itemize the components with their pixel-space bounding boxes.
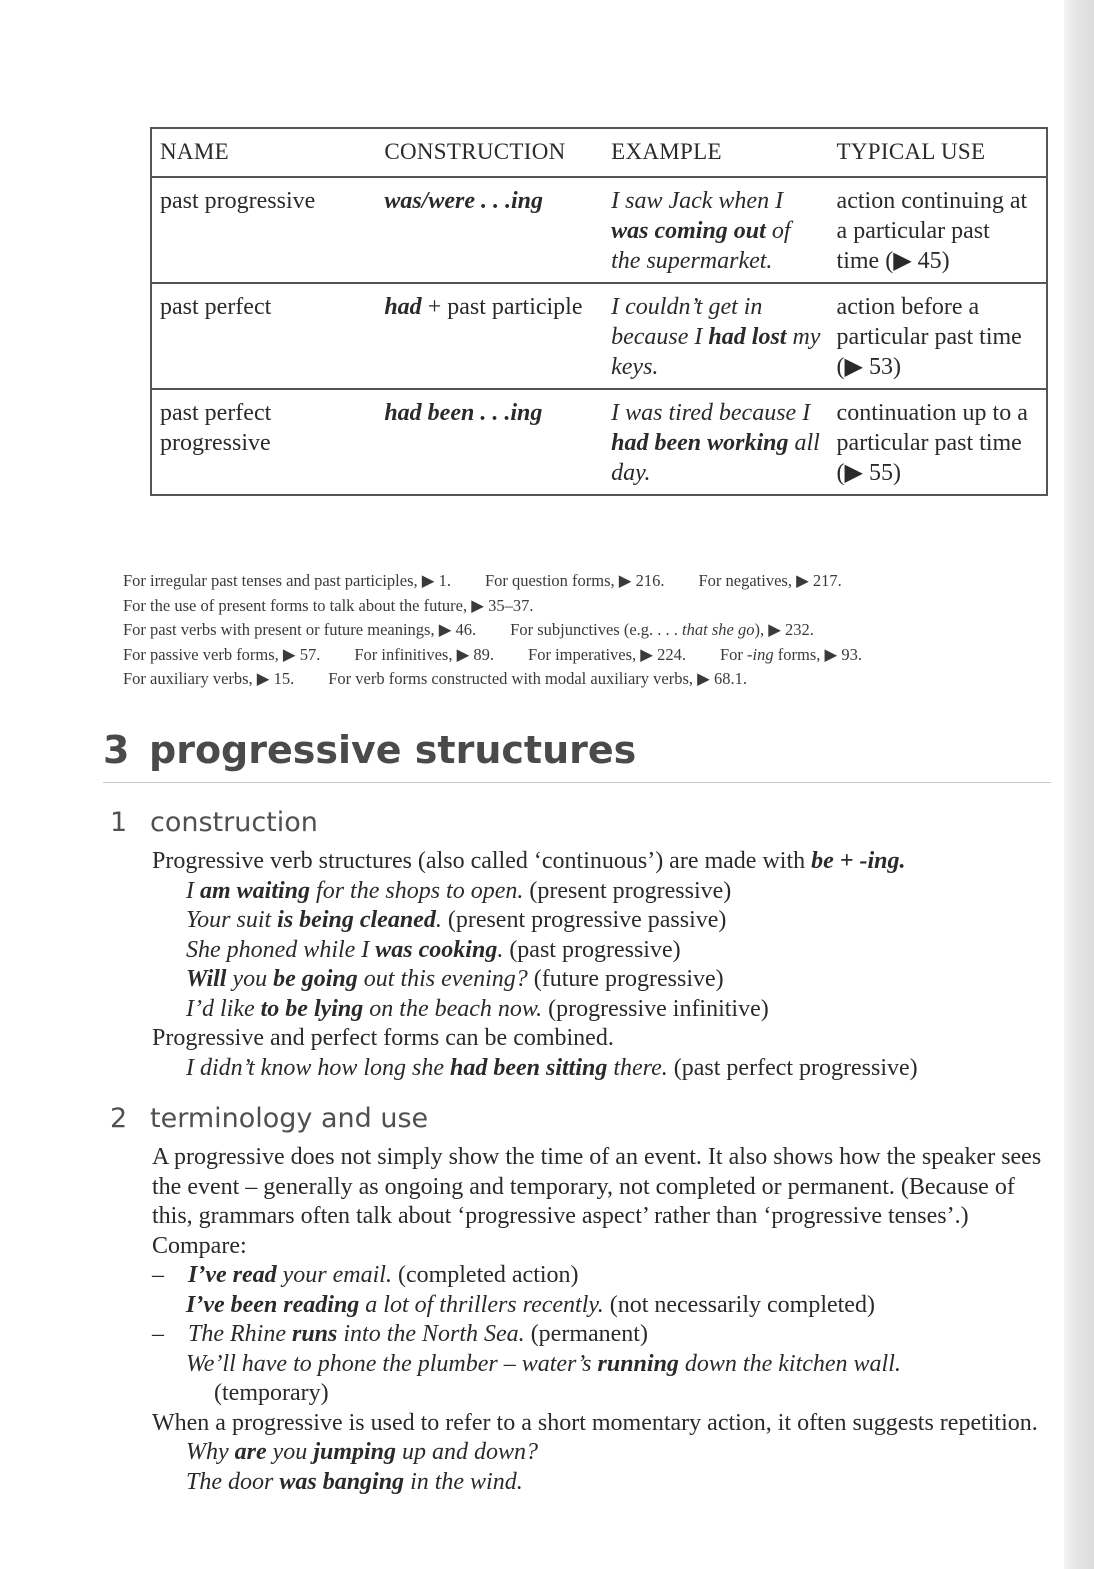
xref-line: [123, 569, 1043, 594]
header-name: NAME: [151, 128, 376, 177]
header-typical-use: TYPICAL USE: [829, 128, 1047, 177]
xref-irregular: For irregular past tenses and past participles, ▶ 1.: [123, 571, 451, 590]
cell-construction: [376, 177, 603, 283]
page-gutter-shadow: [1064, 0, 1094, 1569]
cell-construction: [376, 283, 603, 389]
example-line: She phoned while I was cooking. (past progressive): [186, 936, 681, 963]
xref-negatives: For negatives, ▶ 217.: [698, 571, 842, 590]
construction-text: had been . . .ing: [384, 400, 543, 426]
construction-text: was/were . . .ing: [384, 188, 544, 214]
cell-typical-use: action continuing at a particular past time (▶ 45): [829, 177, 1047, 283]
xref-imperatives: For imperatives, ▶ 224.: [528, 644, 686, 664]
xref-present-future: For the use of present forms to talk about the future, ▶ 35–37.: [123, 595, 534, 615]
example-bold: had lost: [708, 324, 787, 350]
example-text: my keys.: [611, 324, 821, 380]
cell-example: [603, 389, 828, 495]
example-text: I couldn’t get in because I: [611, 294, 763, 350]
header-example: EXAMPLE: [603, 128, 828, 177]
combine-paragraph: Progressive and perfect forms can be combined.: [152, 1025, 614, 1051]
example-line: The door was banging in the wind.: [186, 1468, 523, 1495]
header-construction: CONSTRUCTION: [376, 128, 603, 177]
cell-example: [603, 177, 828, 283]
xref-infinitives: For infinitives, ▶ 89.: [354, 644, 495, 664]
compare-note: (temporary): [214, 1380, 329, 1406]
xref-line: [123, 594, 1043, 619]
cell-construction: [376, 389, 603, 495]
subsection-heading-terminology: [110, 1102, 428, 1136]
table-row: [151, 389, 1047, 495]
repetition-paragraph: When a progressive is used to refer to a short momentary action, it often suggests repetition.: [152, 1409, 1038, 1436]
example-text: I saw Jack when I: [611, 188, 784, 214]
section-title: [103, 726, 1051, 783]
xref-ing-forms: For -ing forms, ▶ 93.: [720, 644, 862, 664]
compare-line: I’ve been reading a lot of thrillers recently. (not necessarily completed): [186, 1291, 875, 1318]
compare-line: – I’ve read your email. (completed action): [152, 1262, 579, 1288]
cell-typical-use: action before a particular past time (▶ 53): [829, 283, 1047, 389]
subsection-title: construction: [150, 807, 318, 838]
xref-passive: For passive verb forms, ▶ 57.: [123, 644, 321, 664]
example-line: I didn’t know how long she had been sitting there. (past perfect progressive): [186, 1054, 918, 1081]
xref-auxiliary: For auxiliary verbs, ▶ 15.: [123, 669, 295, 688]
subsection-title: terminology and use: [150, 1103, 429, 1134]
subsection-number: 2: [110, 1103, 128, 1134]
cell-name: past perfect progressive: [160, 400, 272, 456]
example-line: Why are you jumping up and down?: [186, 1439, 539, 1465]
example-line: I’d like to be lying on the beach now. (progressive infinitive): [186, 995, 769, 1022]
example-bold: had been working: [611, 430, 789, 456]
cross-references: [123, 569, 1043, 692]
terminology-body: [152, 1143, 1052, 1497]
xref-line: [123, 667, 1043, 692]
example-text: I was tired because I: [611, 400, 811, 426]
construction-body: [152, 847, 1052, 1083]
table-header-row: [151, 128, 1047, 177]
xref-modal: For verb forms constructed with modal auxiliary verbs, ▶ 68.1.: [328, 669, 747, 688]
cell-example: [603, 283, 828, 389]
table-row: [151, 283, 1047, 389]
example-text: of the supermarket.: [611, 218, 791, 274]
xref-question-forms: For question forms, ▶ 216.: [484, 571, 665, 590]
past-tenses-table: [150, 127, 1048, 496]
example-line: Will you be going out this evening? (future progressive): [186, 966, 724, 992]
compare-line: We’ll have to phone the plumber – water’s running down the kitchen wall.: [186, 1350, 901, 1377]
subsection-heading-construction: [110, 806, 318, 840]
example-text: all day.: [611, 430, 820, 486]
xref-line: [123, 643, 1043, 668]
section-title-text: progressive structures: [149, 728, 637, 772]
example-line: Your suit is being cleaned. (present progressive passive): [186, 907, 727, 933]
example-bold: was coming out: [611, 218, 766, 244]
table-row: [151, 177, 1047, 283]
subsection-number: 1: [110, 807, 128, 838]
cell-typical-use: continuation up to a particular past time (▶ 55): [836, 400, 1028, 486]
xref-past-verbs: For past verbs with present or future meanings, ▶ 46.: [123, 620, 477, 639]
terminology-paragraph: A progressive does not simply show the time of an event. It also shows how the speaker sees the event – generally as ongoing and temporary, not completed or permanent. (Because of this, grammars often talk about ‘progressive aspect’ rather than ‘progressive tenses’.) Compare:: [152, 1144, 1042, 1259]
xref-subjunctives: For subjunctives (e.g. . . . that she go), ▶ 232.: [510, 620, 814, 639]
construction-text: + past participle: [421, 294, 583, 320]
cell-name: past perfect: [151, 283, 376, 389]
intro-paragraph: Progressive verb structures (also called ‘continuous’) are made with be + -ing.: [152, 848, 906, 874]
cell-name: past progressive: [151, 177, 376, 283]
section-number: 3: [103, 728, 130, 772]
xref-line: [123, 618, 1043, 643]
compare-line: – The Rhine runs into the North Sea. (permanent): [152, 1321, 648, 1347]
example-line: I am waiting for the shops to open. (present progressive): [186, 877, 732, 904]
construction-bold: had: [384, 294, 422, 320]
